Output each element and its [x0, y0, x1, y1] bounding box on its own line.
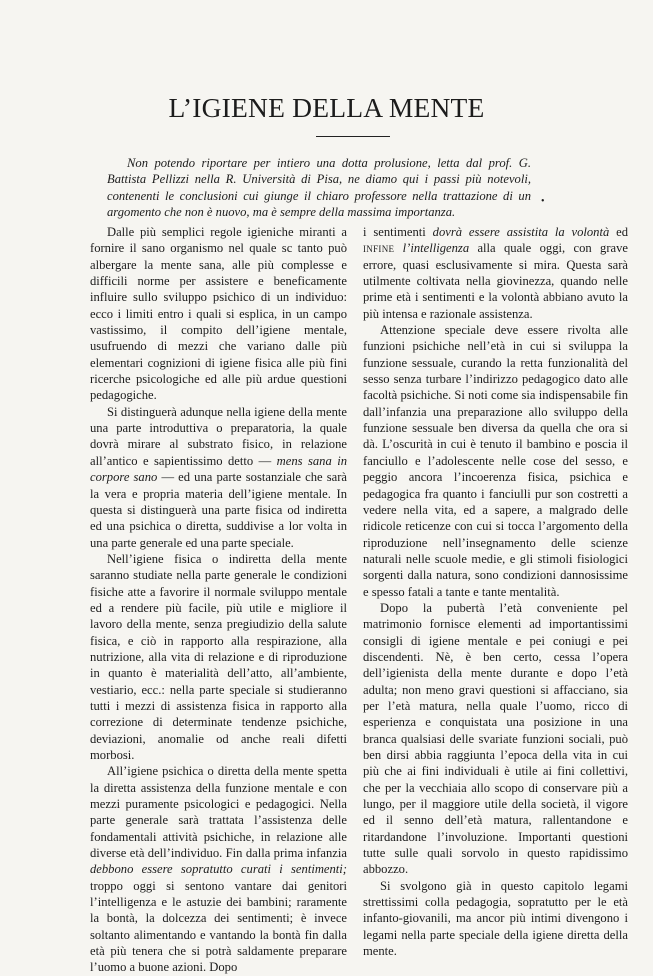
article-title: L’IGIENE DELLA MENTE [168, 92, 485, 123]
paragraph [90, 404, 347, 551]
abstract-mark: • [541, 196, 545, 207]
text-span: troppo oggi si sentono vantare dai genitori l’intelligenza e le astuzie dei bambini; raramente la bontà, la dolcezza dei sentimenti; è invece soltanto alimentando e vantando la bontà fin dalla età più tenera che si potrà saldamente preparare l’uomo a buone azioni. Dopo [90, 878, 347, 975]
paragraph: Attenzione speciale deve essere rivolta alle funzioni psichiche nell’età in cui si sviluppa la funzione sessuale, curando la retta funzionalità del sesso senza turbare l’indirizzo pedagogico dato alle facoltà psichiche. Si noti come sia indispensabile fin dall’infanzia una preparazione allo sviluppo della funzione sessuale ben diversa da quella che ora si dà. L’oscurità in cui è tenuto il bambino e poscia il fanciullo e l’adolescente nelle cose del sesso, e peggio ancora l’incoerenza fisica, psichica e pedagogica fra quanto i fanciulli pur son costretti a vedere nella vita, ed a sapere, a malgrado delle ridicole reticenze con cui si tocca l’argomento della riproduzione nell’insegnamento delle scienze naturali nelle scuole medie, e gli stimoli fisiologici sorgenti dalla natura, sono condizioni dannosissime e spesso fatali a tante e tante mentalità. [363, 323, 628, 599]
text-span: Si distinguerà adunque nella igiene della mente una parte introduttiva o preparatoria, la quale dovrà mirare al substrato fisico, in relazione all’antico e sapientissimo detto — [90, 404, 347, 468]
text-span [394, 241, 402, 255]
text-span: alla quale oggi, con grave errore, quasi esclusivamente si mira. Questa sarà utilmente coltivata nella giovinezza, quando nelle prime età i sentimenti e la volontà abbiano avuto la più intensa e razionale assistenza. [363, 241, 628, 321]
italic-phrase: l’intelligenza [402, 241, 470, 256]
text-span: — ed una parte sostanziale che sarà la vera e propria materia dell’igiene mentale. In questa si distinguerà una parte fisica od indiretta ed una psichica o diretta, suddivise a lor volta in una parte generale ed una parte speciale. [90, 470, 347, 550]
title-rule [316, 136, 390, 137]
right-column [363, 224, 628, 959]
paragraph [363, 224, 628, 322]
italic-phrase: dovrà essere assistita la volontà [432, 225, 610, 239]
text-span: All’igiene psichica o diretta della mente spetta la diretta assistenza della funzione mentale e con mezzi puramente psicologici e pedagogici. Nella parte generale sarà trattata l’assistenza delle fondamentali attività psichiche, in relazione alle diverse età dell’individuo. Fin dalla prima infanzia [90, 764, 347, 861]
paragraph: Dalle più semplici regole igieniche miranti a fornire il sano organismo nel quale sc tanto può albergare la mente sana, alle più complesse e difficili norme per assistere e beneficamente influire sullo sviluppo psichico di un individuo: ecco i limiti entro i quali si esplica, in un campo vastissimo, il compito dell’igiene mentale, usufruendo di mezzi che variano dalle più elementari cognizioni di igiene fisica alle più fini ricerche psicologiche ed alle più ardue questioni pedagogiche. [90, 225, 347, 403]
paragraph: Nell’igiene fisica o indiretta della mente saranno studiate nella parte generale le condizioni fisiche atte a favorire il normale sviluppo mentale ed a rendere più facile, più utile e migliore il lavoro della mente, senza pregiudizio della salute fisica, e ciò in rapporto alla respirazione, alla nutrizione, alla vita di relazione e di riproduzione in quanto è materialità dell’atto, all’ambiente, vestiario, ecc.: nella parte speciale si studieranno tutti i mezzi di assistenza fisica in rapporto alla correzione di determinate tendenze psichiche, deviazioni, anomalie od anche reali difetti morbosi. [90, 551, 347, 762]
paragraph: Si svolgono già in questo capitolo legami strettissimi colla pedagogia, sopratutto per le età infanto-giovanili, ma ancor più intimi divengono i legami nella parte speciale della igiene diretta della mente. [363, 878, 628, 959]
left-column [90, 224, 347, 976]
smallcaps-word: infine [363, 241, 395, 256]
abstract [107, 155, 545, 221]
paragraph [90, 763, 347, 975]
abstract-text: Non potendo riportare per intiero una dotta prolusione, letta dal prof. G. Battista Pellizzi nella R. Università di Pisa, ne diamo qui i passi più notevoli, contenenti le conclusioni cui giunge il chiaro professore nella trattazione di un argomento che non è nuovo, ma è sempre della massima importanza. [107, 156, 531, 220]
italic-phrase: mens sana in corpore sano [90, 453, 347, 485]
italic-phrase: debbono essere sopratutto curati i sentimenti; [90, 862, 347, 877]
text-span: ed [609, 225, 629, 239]
text-span: i sentimenti [363, 225, 433, 239]
paragraph: Dopo la pubertà l’età conveniente pel matrimonio fornisce elementi ad importantissimi consigli di igiene mentale e pei coniugi e pei discendenti. Nè, è ben certo, cessa l’opera dell’igienista della mente durante e dopo l’età adulta; non meno gravi questioni si affacciano, sia per l’età matura, nella quale l’uomo, ricco di esperienza e conquistata una posizione in una branca qualsiasi delle svariate funzioni sociali, può ben dirsi abbia raggiunta l’epoca della vita in cui più che ai fini individuali è utile ai fini collettivi, che per la vecchiaia allo scopo di conservare più a lungo, per il maggiore utile della società, il vigore ed il senno dell’età matura, rallentandone e ritardandone l’involuzione. Importanti questioni tutte sulle quali sorvolo in questo rapidissimo abbozzo. [363, 600, 628, 877]
